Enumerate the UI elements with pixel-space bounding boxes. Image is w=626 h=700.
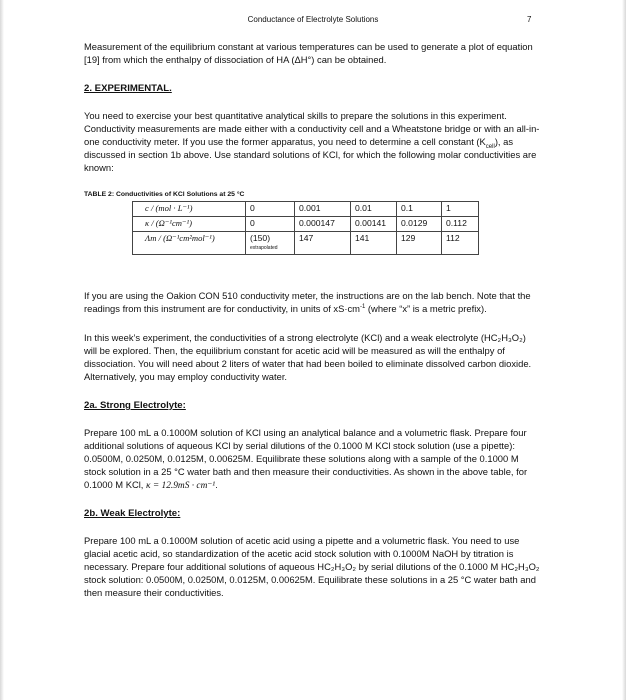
table-cell: 129 <box>397 232 442 255</box>
kcl-conductivity-table <box>132 201 479 255</box>
row-label-molar-conductivity: Λm / (Ω⁻¹cm²mol⁻¹) <box>133 232 246 255</box>
strong-electrolyte-heading: 2a. Strong Electrolyte: <box>84 400 186 411</box>
table-cell: 0.112 <box>442 217 479 232</box>
row-label-conductivity: κ / (Ω⁻¹cm⁻¹) <box>133 217 246 232</box>
row-label-concentration: c / (mol · L⁻¹) <box>133 202 246 217</box>
experimental-paragraph: You need to exercise your best quantitative analytical skills to prepare the solutions in this experiment. Conductivity measurements are made either with a conductivity cell and a Wheatstone bridge or with an all-in-one conductivity meter. If you use the former apparatus, you need to determine a cell constant $(K_{cell})$, as discussed in section 1b above. Use standard solutions of KCl, for which the following molar conductivities are known: <box>84 110 540 173</box>
table-cell: 0.01 <box>351 202 397 217</box>
weak-electrolyte-paragraph: Prepare 100 mL a 0.1000M solution of acetic acid using a pipette and a volumetric flask. You need to use glacial acetic acid, so standardization of the acetic acid stock solution with 0.1000M NaOH by titration is necessary. Prepare four additional solutions of aqueous HC₂H₃O₂ by serial dilutions of the 0.1000 M HC₂H₃O₂ stock solution: 0.0500M, 0.0250M, 0.0125M, 0.00625M. Equilibrate these solutions in a 25 °C water bath and then measure their conductivities. <box>84 535 540 598</box>
table-cell: 0.000147 <box>295 217 351 232</box>
table-cell: 147 <box>295 232 351 255</box>
page-edge-right <box>622 0 626 700</box>
table-cell: 0.0129 <box>397 217 442 232</box>
page-content <box>84 40 540 611</box>
running-head: Conductance of Electrolyte Solutions <box>247 15 379 24</box>
experimental-heading: 2. EXPERIMENTAL. <box>84 83 172 94</box>
table-cell-value: (150) <box>250 233 271 243</box>
table-cell: 112 <box>442 232 479 255</box>
strong-electrolyte-paragraph: Prepare 100 mL a 0.1000M solution of KCl using an analytical balance and a volumetric flask. Prepare four additional solutions of aqueous KCl by serial dilutions of the 0.1000 M KCl stock solution (use a pipette): 0.0500M, 0.0250M, 0.0125M, 0.00625M. Equilibrate these solutions along with a sample of the 0.1000 M stock solution in a 25 °C water bath and then measure their conductivities. As shown in the above table, for 0.1000 M KCl, κ = 12.9mS · cm⁻¹. <box>84 427 528 491</box>
extrapolated-note: extrapolated <box>250 245 278 251</box>
table-cell: 0 <box>246 202 295 217</box>
table-row <box>133 202 479 217</box>
week-paragraph: In this week’s experiment, the conductivities of a strong electrolyte (KCl) and a weak electrolyte (HC₂H₃O₂) will be explored. Then, the equilibrium constant for acetic acid will be measured as will the enthalpy of dissociation. You will need about 2 liters of water that had been boiled to eliminate dissolved carbon dioxide. Alternatively, you may employ conductivity water. <box>84 332 532 382</box>
kappa-formula: κ = 12.9mS · cm⁻¹ <box>146 481 216 491</box>
table-cell: 0.00141 <box>351 217 397 232</box>
table-cell: 0 <box>246 217 295 232</box>
table-row <box>133 232 479 255</box>
table-cell: 1 <box>442 202 479 217</box>
page-number: 7 <box>527 15 532 24</box>
weak-electrolyte-heading: 2b. Weak Electrolyte: <box>84 508 181 519</box>
table-cell: 141 <box>351 232 397 255</box>
intro-paragraph: Measurement of the equilibrium constant at various temperatures can be used to generate a plot of equation [19] from which the enthalpy of dissociation of HA (ΔH°) can be obtained. <box>84 41 533 65</box>
table-cell: 0.1 <box>397 202 442 217</box>
table-cell: 0.001 <box>295 202 351 217</box>
table-row <box>133 217 479 232</box>
page-edge-left <box>0 0 4 700</box>
meter-paragraph: If you are using the Oakion CON 510 conductivity meter, the instructions are on the lab bench. Note that the readings from this instrument are for conductivity, in units of $xS\cdot cm^{-1}$ (where “x” is a metric prefix). <box>84 290 531 314</box>
table-caption: TABLE 2: Conductivities of KCl Solutions at 25 °C <box>84 191 245 198</box>
table-cell-extrapolated <box>246 232 295 255</box>
